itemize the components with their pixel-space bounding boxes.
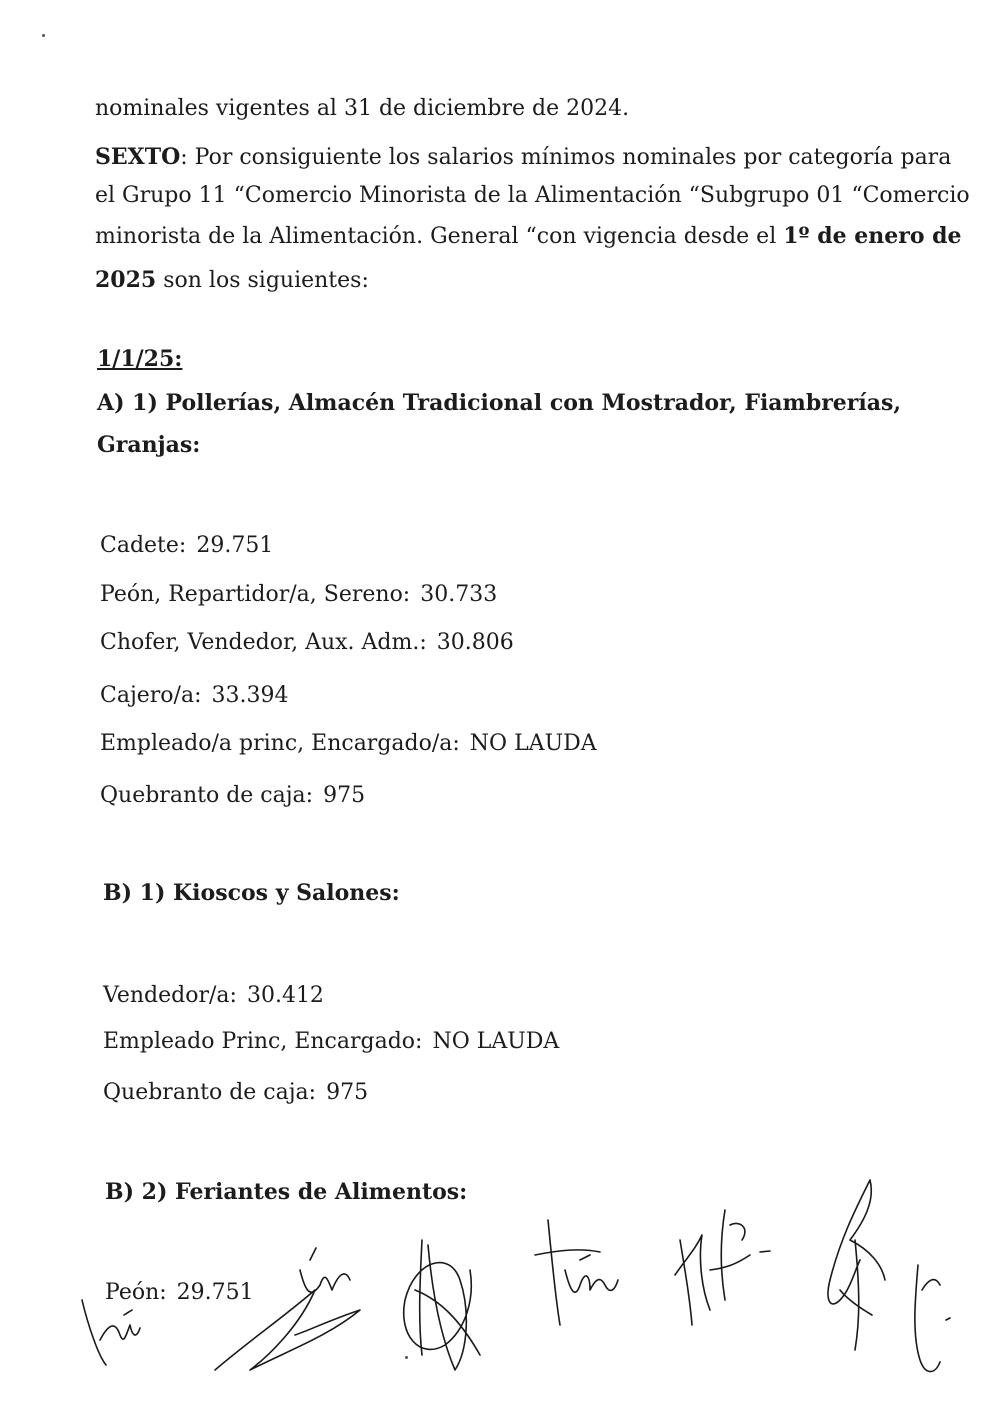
speck-2 — [405, 1356, 408, 1359]
signature-5 — [675, 1210, 770, 1325]
signature-6 — [828, 1180, 885, 1350]
sexto-line-2: el Grupo 11 “Comercio Minorista de la Alimentación “Subgrupo 01 “Comercio — [95, 183, 970, 208]
row-peon-repartidor: Peón, Repartidor/a, Sereno: 30.733 — [100, 582, 498, 607]
signature-3 — [404, 1240, 480, 1370]
sexto-line-3: minorista de la Alimentación. General “con vigencia desde el 1º de enero de — [95, 223, 962, 249]
signature-4 — [535, 1220, 618, 1325]
row-quebranto-b1: Quebranto de caja: 975 — [103, 1080, 369, 1105]
section-b1-heading: B) 1) Kioscos y Salones: — [103, 880, 400, 906]
sexto-label: SEXTO — [95, 144, 181, 170]
row-vendedor-b1: Vendedor/a: 30.412 — [103, 983, 324, 1008]
sexto-line-1: SEXTO: Por consiguiente los salarios mínimos nominales por categoría para — [95, 144, 952, 170]
row-empleado-princ-b1: Empleado Princ, Encargado: NO LAUDA — [103, 1029, 560, 1054]
section-b2-heading: B) 2) Feriantes de Alimentos: — [105, 1179, 468, 1205]
signature-1 — [82, 1300, 140, 1365]
row-quebranto-a: Quebranto de caja: 975 — [100, 783, 366, 808]
row-empleado-princ: Empleado/a princ, Encargado/a: NO LAUDA — [100, 731, 597, 756]
section-a-heading-1: A) 1) Pollerías, Almacén Tradicional con Mostrador, Fiambrerías, — [97, 390, 902, 416]
date-heading: 1/1/25: — [97, 346, 183, 372]
row-cajero: Cajero/a: 33.394 — [100, 683, 289, 708]
signature-7 — [915, 1265, 950, 1372]
speck-1 — [42, 34, 45, 37]
section-a-heading-2: Granjas: — [97, 432, 201, 458]
signatures — [70, 1150, 970, 1390]
signature-2 — [215, 1248, 360, 1370]
row-chofer-vendedor: Chofer, Vendedor, Aux. Adm.: 30.806 — [100, 630, 514, 655]
intro-line: nominales vigentes al 31 de diciembre de 2024. — [95, 96, 630, 121]
row-peon-b2: Peón: 29.751 — [105, 1280, 254, 1305]
row-cadete: Cadete: 29.751 — [100, 533, 274, 558]
sexto-line-4: 2025 son los siguientes: — [95, 267, 369, 293]
